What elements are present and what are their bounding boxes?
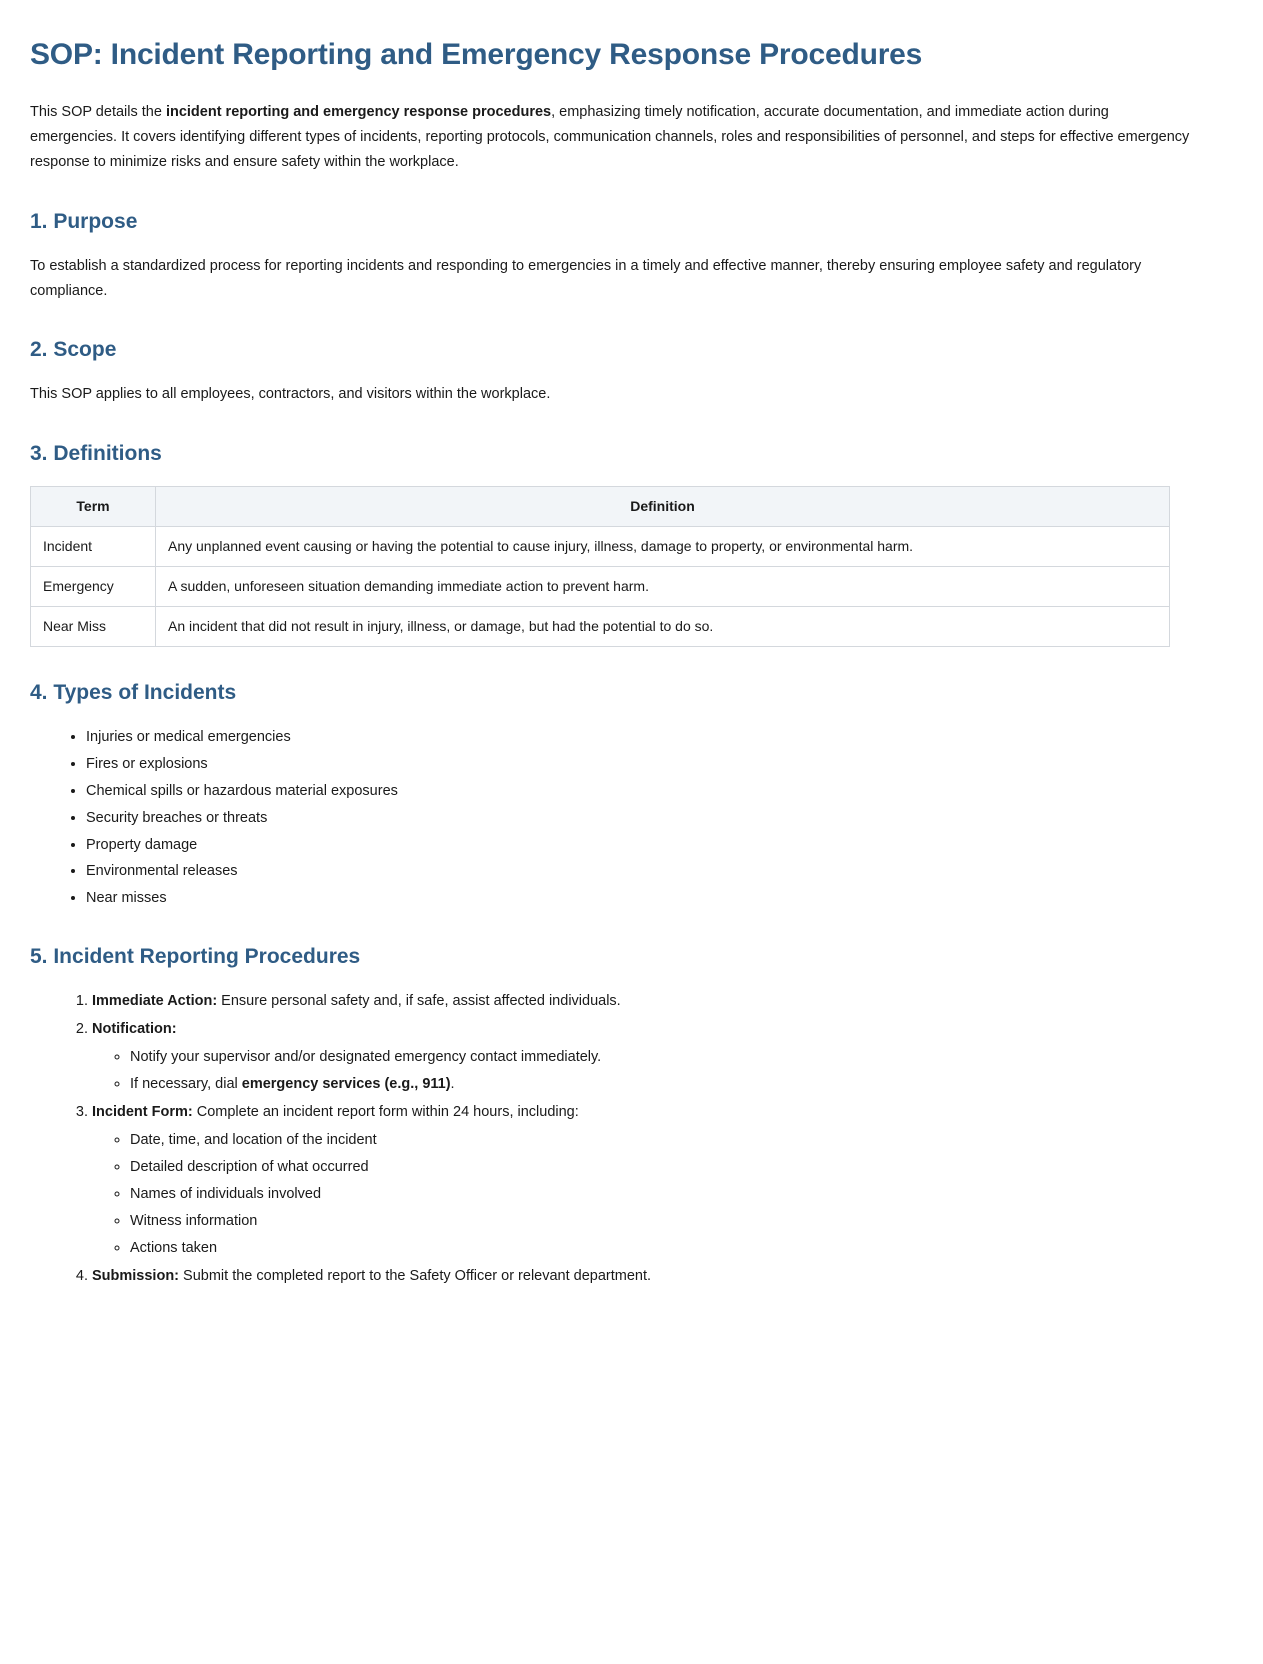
list-item: ◦ Names of individuals involved — [130, 1182, 1233, 1207]
cell-definition: Any unplanned event causing or having the potential to cause injury, illness, damage to property, or environmental harm. — [156, 526, 1170, 566]
list-item: • Property damage — [86, 833, 1233, 858]
cell-term: Near Miss — [31, 606, 156, 646]
sub-text-bold: emergency services (e.g., 911) — [241, 1076, 451, 1093]
column-header-term: Term — [31, 486, 156, 526]
section-heading-definitions: 3. Definitions — [30, 441, 162, 465]
incident-types-list — [30, 725, 1233, 912]
cell-term: Incident — [31, 526, 156, 566]
sub-text-pre: If necessary, dial — [130, 1076, 242, 1093]
step-text: Complete an incident report form within 24 hours, including: — [192, 1104, 579, 1121]
list-item-immediate-action — [92, 989, 1233, 1014]
definitions-table — [30, 486, 1170, 647]
cell-definition: An incident that did not result in injury, illness, or damage, but had the potential to do so. — [156, 606, 1170, 646]
table-row — [31, 566, 1170, 606]
intro-text-bold: incident reporting and emergency response procedures — [165, 103, 552, 120]
reporting-procedures-list — [30, 989, 1233, 1288]
list-item: • Environmental releases — [86, 859, 1233, 884]
list-item: ◦ Witness information — [130, 1209, 1233, 1234]
page-title: SOP: Incident Reporting and Emergency Response Procedures — [30, 38, 923, 71]
step-label: Submission: — [92, 1267, 180, 1284]
step-label: Immediate Action: — [92, 993, 218, 1010]
list-item-notification — [92, 1017, 1233, 1097]
list-item: • Near misses — [86, 886, 1233, 911]
intro-text-part1: This SOP details the — [30, 103, 166, 120]
list-item: ◦ Date, time, and location of the incident — [130, 1128, 1233, 1153]
list-item: ◦ Actions taken — [130, 1236, 1233, 1261]
list-item: • Security breaches or threats — [86, 806, 1233, 831]
cell-term: Emergency — [31, 566, 156, 606]
list-item: • Fires or explosions — [86, 752, 1233, 777]
table-row — [31, 526, 1170, 566]
cell-definition: A sudden, unforeseen situation demanding immediate action to prevent harm. — [156, 566, 1170, 606]
list-item-incident-form — [92, 1100, 1233, 1261]
sub-text-post: . — [450, 1076, 455, 1093]
list-item — [130, 1072, 1233, 1097]
list-item-submission — [92, 1264, 1233, 1289]
table-row — [31, 606, 1170, 646]
notification-sublist — [92, 1045, 1233, 1097]
purpose-text: To establish a standardized process for reporting incidents and responding to emergencies in a timely and effective manner, thereby ensuring employee safety and regulatory compliance. — [30, 257, 1142, 299]
step-label: Notification: — [92, 1021, 177, 1038]
scope-text: This SOP applies to all employees, contractors, and visitors within the workplace. — [30, 386, 551, 403]
step-label: Incident Form: — [92, 1104, 193, 1121]
intro-paragraph — [30, 100, 1190, 176]
section-heading-reporting: 5. Incident Reporting Procedures — [30, 945, 361, 969]
list-item: ◦ Detailed description of what occurred — [130, 1155, 1233, 1180]
section-heading-types: 4. Types of Incidents — [30, 680, 237, 704]
list-item: • Injuries or medical emergencies — [86, 725, 1233, 750]
section-heading-purpose: 1. Purpose — [30, 209, 138, 233]
section-heading-scope: 2. Scope — [30, 338, 117, 362]
column-header-definition: Definition — [156, 486, 1170, 526]
incident-form-sublist — [92, 1128, 1233, 1261]
list-item: • Chemical spills or hazardous material exposures — [86, 779, 1233, 804]
list-item: ◦ Notify your supervisor and/or designated emergency contact immediately. — [130, 1045, 1233, 1070]
step-text: Ensure personal safety and, if safe, assist affected individuals. — [217, 993, 621, 1010]
step-text: Submit the completed report to the Safety Officer or relevant department. — [179, 1267, 652, 1284]
intro-text-part2: , emphasizing timely notification, accurate documentation, and immediate action during emergencies. It covers identifying different types of incidents, reporting protocols, communication channels, roles and responsibilities of personnel, and steps for effective emergency response to minimize risks and ensure safety within the workplace. — [30, 103, 1190, 171]
table-header-row — [31, 486, 1170, 526]
